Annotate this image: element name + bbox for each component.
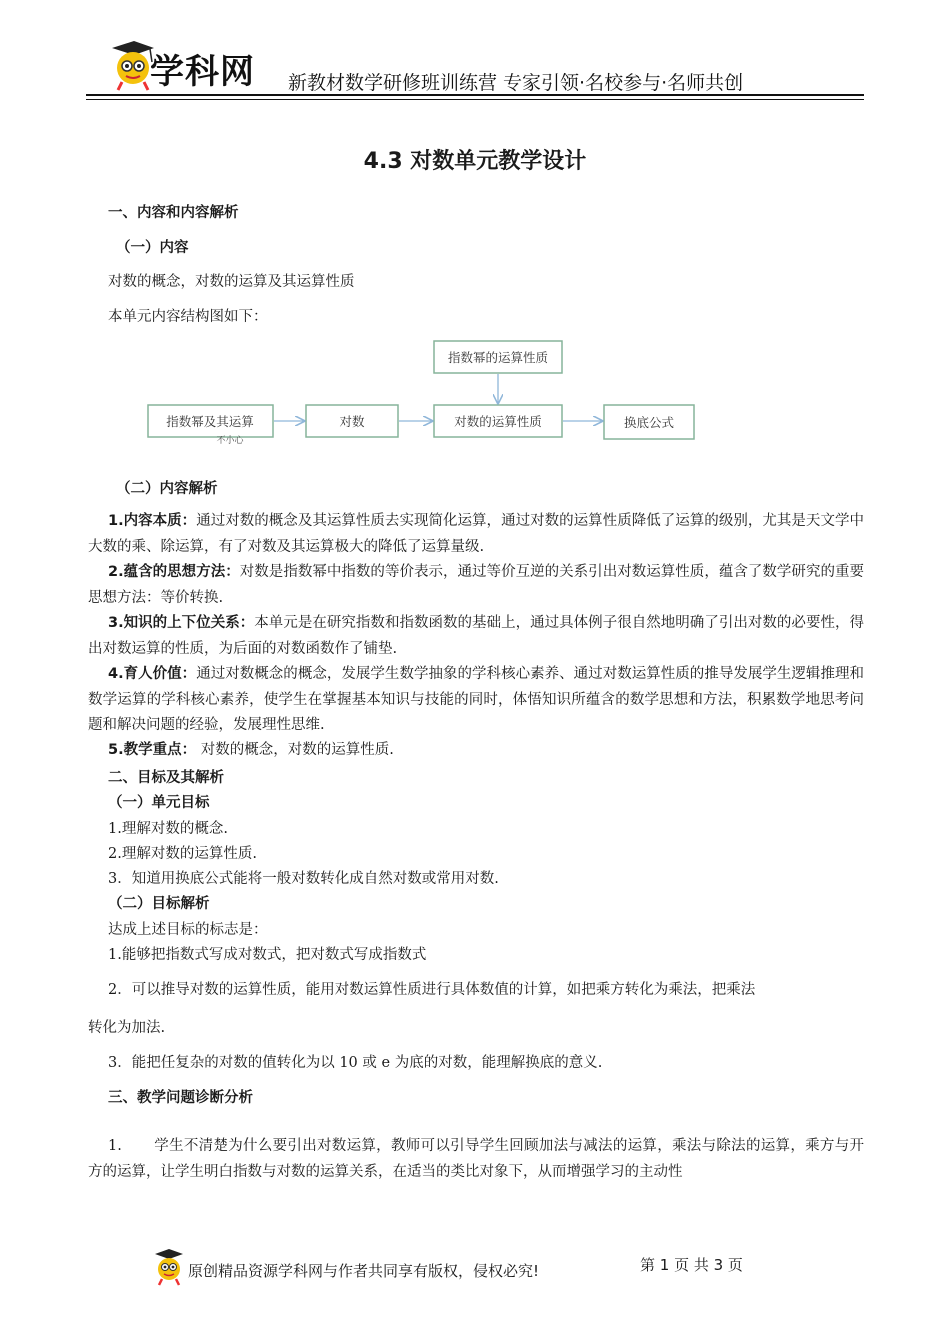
analysis-item-1	[88, 509, 864, 560]
section1-line2: 本单元内容结构图如下：	[108, 309, 268, 325]
diagnosis-item-1-text: 学生不清楚为什么要引出对数运算，教师可以引导学生回顾加法与减法的运算，乘法与除法的运算，乘方与开方的运算，让学生明白指数与对数的运算关系，在适当的类比对象下，从而增强学习的主动性	[88, 1138, 864, 1180]
diagram-box-3-label: 对数的运算性质	[454, 414, 542, 429]
diagram-box-1-label: 指数幂及其运算	[166, 414, 254, 429]
footer-copyright: 原创精品资源学科网与作者共同享有版权，侵权必究!	[188, 1262, 540, 1280]
diagnosis-item-1-num: 1.	[108, 1138, 122, 1154]
analysis-item-2-label: 2.蕴含的思想方法：	[108, 564, 240, 580]
goal-1: 1.理解对数的概念.	[108, 821, 228, 837]
header-divider	[86, 94, 864, 96]
section1-heading: 一、内容和内容解析	[108, 205, 239, 221]
diagram-stray-text: 不小心	[216, 436, 244, 445]
page-title: 4.3 对数单元教学设计	[363, 149, 587, 174]
header-slogan: 新教材数学研修班训练营 专家引领·名校参与·名师共创	[288, 72, 744, 94]
diagram-box-top-label: 指数幂的运算性质	[447, 350, 549, 365]
analysis-item-4-label: 4.育人价值：	[108, 666, 197, 682]
analysis-item-5-text: 对数的概念，对数的运算性质.	[196, 742, 394, 758]
mark-1: 1.能够把指数式写成对数式，把对数式写成指数式	[108, 947, 427, 963]
marks-intro: 达成上述目标的标志是：	[108, 922, 268, 938]
analysis-item-2	[88, 560, 864, 611]
logo-text: 学科网	[150, 52, 255, 92]
section1-sub2: （二）内容解析	[116, 481, 218, 497]
mark-2-cont: 转化为加法.	[88, 1020, 166, 1036]
analysis-item-1-text: 通过对数的概念及其运算性质去实现简化运算，通过对数的运算性质降低了运算的级别，尤其是天文学中大数的乘、除运算，有了对数及其运算极大的降低了运算量级.	[88, 513, 864, 555]
analysis-item-5-label: 5.教学重点：	[108, 742, 197, 758]
analysis-item-2-text: 对数是指数幂中指数的等价表示，通过等价互逆的关系引出对数运算性质，蕴含了数学研究的重要思想方法：等价转换.	[88, 564, 864, 606]
analysis-item-4	[88, 662, 864, 739]
section3-heading: 三、教学问题诊断分析	[108, 1090, 253, 1106]
analysis-item-3	[88, 611, 864, 662]
goal-2: 2.理解对数的运算性质.	[108, 846, 257, 862]
goal-3: 3．知道用换底公式能将一般对数转化成自然对数或常用对数.	[108, 871, 499, 887]
section1-line1: 对数的概念，对数的运算及其运算性质	[108, 274, 355, 290]
analysis-item-4-text: 通过对数概念的概念，发展学生数学抽象的学科核心素养、通过对数运算性质的推导发展学生逻辑推理和数学运算的学科核心素养，使学生在掌握基本知识与技能的同时，体悟知识所蕴含的数学思想和方法，积累数学地思考问题和解决问题的经验，发展理性思维.	[88, 666, 864, 733]
diagram-box-2-label: 对数	[339, 414, 365, 429]
analysis-item-3-text: 本单元是在研究指数和指数函数的基础上，通过具体例子很自然地明确了引出对数的必要性，得出对数运算的性质，为后面的对数函数作了铺垫.	[88, 615, 864, 657]
section2-sub1: （一）单元目标	[108, 795, 210, 811]
mark-2: 2．可以推导对数的运算性质，能用对数运算性质进行具体数值的计算，如把乘方转化为乘法，把乘法	[108, 982, 756, 998]
section2-heading: 二、目标及其解析	[108, 770, 224, 786]
section1-sub1: （一）内容	[116, 240, 189, 256]
content-structure-diagram	[140, 335, 710, 445]
analysis-item-3-label: 3.知识的上下位关系：	[108, 615, 255, 631]
diagnosis-item-1	[88, 1134, 864, 1185]
mark-3: 3．能把任复杂的对数的值转化为以 10 或 e 为底的对数，能理解换底的意义.	[108, 1055, 603, 1071]
footer-mascot-icon	[152, 1248, 186, 1286]
page-number: 第 1 页 共 3 页	[640, 1256, 743, 1274]
section2-sub2: （二）目标解析	[108, 896, 210, 912]
analysis-item-1-label: 1.内容本质：	[108, 513, 197, 529]
header-divider-thin	[86, 99, 864, 100]
diagram-box-4-label: 换底公式	[623, 415, 675, 430]
analysis-item-5	[88, 738, 864, 764]
